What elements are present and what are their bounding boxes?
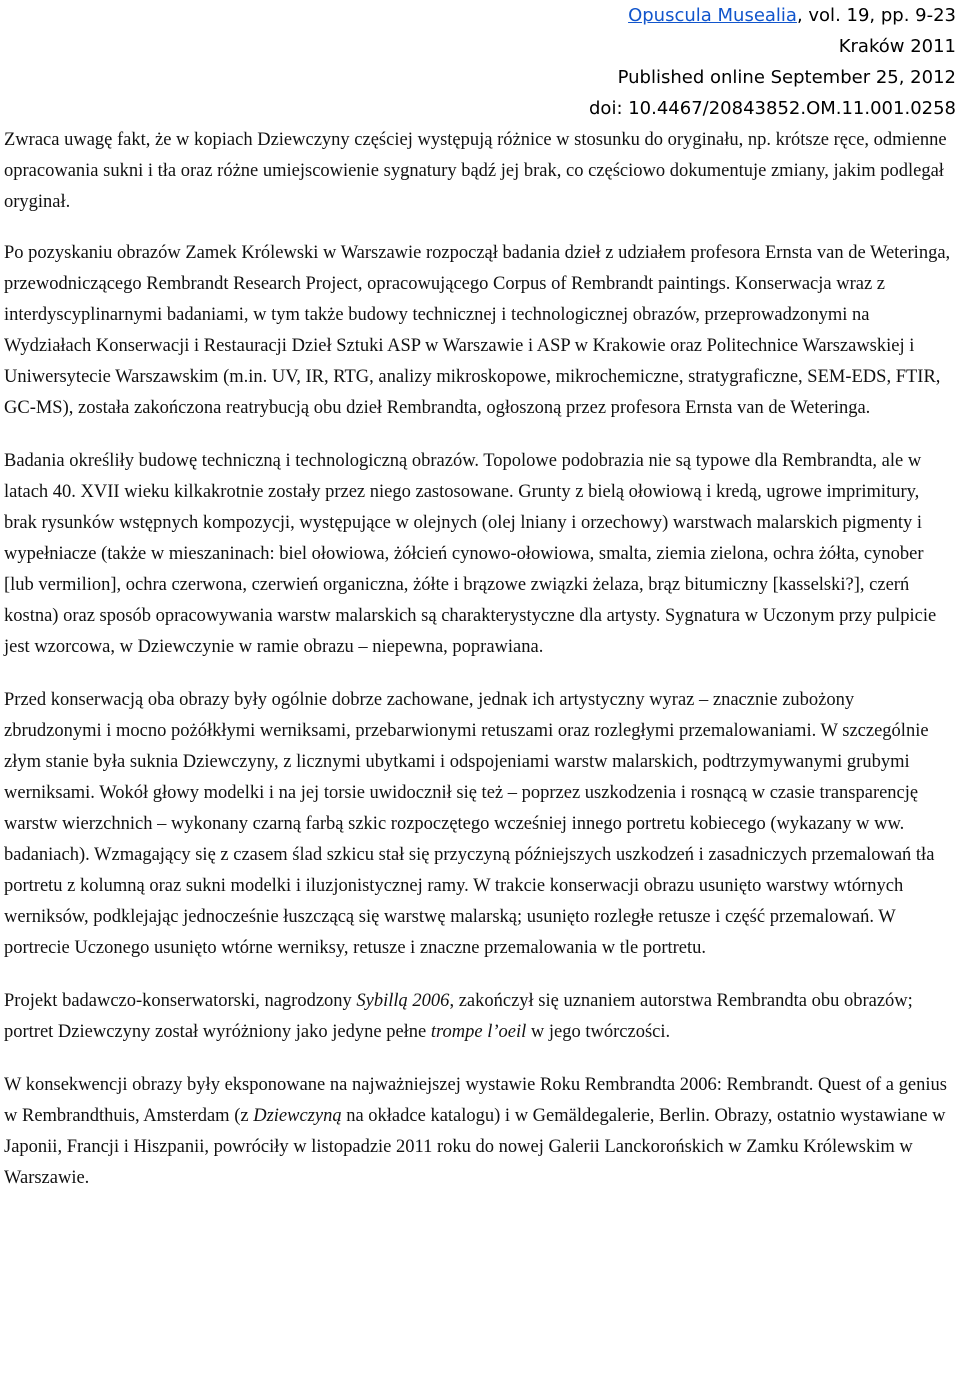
published-date: Published online September 25, 2012	[617, 67, 956, 88]
journal-link[interactable]: Opuscula Musealia	[628, 5, 797, 26]
trompe-loeil-term: trompe l’oeil	[430, 1022, 527, 1042]
article-header	[589, 0, 956, 124]
award-name: Sybillą 2006	[356, 991, 450, 1011]
paragraph-attribution	[4, 986, 956, 1048]
article-body	[4, 125, 956, 1216]
place-year: Kraków 2011	[838, 36, 956, 57]
volume-pages: , vol. 19, pp. 9-23	[796, 5, 956, 26]
paragraph-research: Po pozyskaniu obrazów Zamek Królewski w Warszawie rozpoczął badania dzieł z udziałem profesora Ernsta van de Weteringa, przewodniczącego Rembrandt Research Project, opracowującego Corpus of Rembrandt paintings. Konserwacja wraz z interdyscyplinarnymi badaniami, w tym także budowy technicznej i technologicznej obrazów, przeprowadzonymi na Wydziałach Konserwacji i Restauracji Dzieł Sztuki ASP w Warszawie i ASP w Krakowie oraz Politechnice Warszawskiej i Uniwersytecie Warszawskim (m.in. UV, IR, RTG, analizy mikroskopowe, mikrochemiczne, stratygraficzne, SEM-EDS, FTIR, GC-MS), została zakończona reatrybucją obu dzieł Rembrandta, ogłoszoną przez profesora Ernsta van de Weteringa.	[4, 243, 951, 418]
text-segment: Projekt badawczo-konserwatorski, nagrodzony	[4, 991, 357, 1011]
paragraph-exhibitions	[4, 1070, 956, 1194]
doi: doi: 10.4467/20843852.OM.11.001.0258	[589, 98, 956, 119]
paragraph-technical-study: Badania określiły budowę techniczną i technologiczną obrazów. Topolowe podobrazia nie są typowe dla Rembrandta, ale w latach 40. XVII wieku kilkakrotnie zostały przez niego zastosowane. Grunty z bielą ołowiową i kredą, ugrowe imprimitury, brak rysunków wstępnych kompozycji, występujące w olejnych (olej lniany i orzechowy) warstwach malarskich pigmenty i wypełniacze (także w mieszaninach: biel ołowiowa, żółcień cynowo-ołowiowa, smalta, ziemia zielona, ochra żółta, cynober [lub vermilion], ochra czerwona, czerwień organiczna, żółte i brązowe związki żelaza, brąz bitumiczny [kasselski?], czerń kostna) oraz sposób opracowywania warstw malarskich są charakterystyczne dla artysty. Sygnatura w Uczonym przy pulpicie jest wzorcowa, w Dziewczynie w ramie obrazu – niepewna, poprawiana.	[4, 451, 937, 657]
paragraph-copies: Zwraca uwagę fakt, że w kopiach Dziewczyny częściej występują różnice w stosunku do oryginału, np. krótsze ręce, odmienne opracowania sukni i tła oraz różne umiejscowienie sygnatury bądź jej brak, co częściowo dokumentuje zmiany, jakim podlegał oryginał.	[4, 130, 947, 212]
text-segment: W konsekwencji obrazy były eksponowane na najważniejszej wystawie Roku Rembrandta 2006: Rembrandt. Quest of a genius w Rembrandthuis, Amsterdam (z	[4, 1075, 947, 1126]
painting-title: Dziewczyną	[253, 1106, 342, 1126]
paragraph-conservation: Przed konserwacją oba obrazy były ogólnie dobrze zachowane, jednak ich artystyczny wyraz – znacznie zubożony zbrudzonymi i mocno pożółkłymi werniksami, przebarwionymi retuszami oraz rozległymi przemalowaniami. W szczególnie złym stanie była suknia Dziewczyny, z licznymi ubytkami i odspojeniami warstw malarskich, podtrzymywanymi grubymi werniksami. Wokół głowy modelki i na jej torsie uwidocznił się też – poprzez uszkodzenia i rosnącą w czasie transparencję warstw wierzchnich – wykonany czarną farbą szkic rozpoczętego wcześniej innego portretu kobiecego (wykazany w ww. badaniach). Wzmagający się z czasem ślad szkicu stał się przyczyną późniejszych uszkodzeń i zasadniczych przemalowań tła portretu z kolumną oraz sukni modelki i iluzjonistycznej ramy. W trakcie konserwacji obrazu usunięto warstwy wtórnych werniksów, podklejając jednocześnie łuszczącą się warstwę malarską; usunięto rozległe retusze i część przemalowań. W portrecie Uczonego usunięto wtórne werniksy, retusze i znaczne przemalowania w tle portretu.	[4, 690, 935, 958]
journal-line	[589, 0, 956, 31]
text-segment: w jego twórczości.	[526, 1022, 671, 1042]
text-segment: , zakończył się uznaniem autorstwa Rembrandta obu obrazów; portret Dziewczyny został wyróżniony jako jedyne pełne	[4, 991, 913, 1042]
text-segment: na okładce katalogu) i w Gemäldegalerie, Berlin. Obrazy, ostatnio wystawiane w Japonii, Francji i Hiszpanii, powróciły w listopadzie 2011 roku do nowej Galerii Lanckorońskich w Zamku Królewskim w Warszawie.	[4, 1106, 946, 1188]
